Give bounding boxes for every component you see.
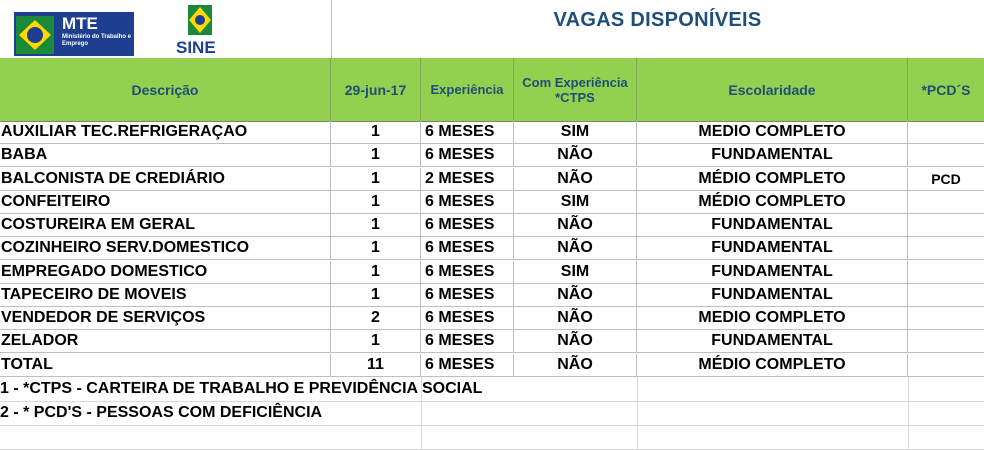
cell-experiencia: 6 MESES bbox=[421, 144, 514, 166]
cell-descricao: TOTAL bbox=[0, 354, 331, 376]
cell-descricao: CONFEITEIRO bbox=[0, 191, 331, 213]
cell-ctps: SIM bbox=[514, 121, 637, 143]
cell-quantidade: 1 bbox=[331, 121, 421, 143]
cell-ctps: NÃO bbox=[514, 168, 637, 190]
cell-pcd bbox=[908, 261, 984, 283]
header-escolaridade: Escolaridade bbox=[637, 58, 908, 121]
cell-escolaridade: FUNDAMENTAL bbox=[637, 330, 908, 352]
cell-experiencia: 6 MESES bbox=[421, 214, 514, 236]
cell-descricao: BABA bbox=[0, 144, 331, 166]
cell-quantidade: 1 bbox=[331, 214, 421, 236]
cell-escolaridade: FUNDAMENTAL bbox=[637, 237, 908, 259]
cell-descricao: EMPREGADO DOMESTICO bbox=[0, 261, 331, 283]
cell-experiencia: 6 MESES bbox=[421, 261, 514, 283]
table-row bbox=[0, 214, 984, 237]
cell-escolaridade: MÉDIO COMPLETO bbox=[637, 354, 908, 376]
cell-escolaridade: FUNDAMENTAL bbox=[637, 284, 908, 306]
cell-quantidade: 1 bbox=[331, 261, 421, 283]
cell-quantidade: 1 bbox=[331, 191, 421, 213]
cell-escolaridade: MEDIO COMPLETO bbox=[637, 121, 908, 143]
cell-pcd bbox=[908, 307, 984, 329]
cell-ctps: NÃO bbox=[514, 330, 637, 352]
cell-pcd: PCD bbox=[931, 170, 961, 187]
cell-experiencia: 6 MESES bbox=[421, 284, 514, 306]
gridline bbox=[637, 377, 638, 449]
cell-escolaridade: FUNDAMENTAL bbox=[637, 261, 908, 283]
cell-ctps: NÃO bbox=[514, 284, 637, 306]
cell-quantidade: 1 bbox=[331, 330, 421, 352]
sine-logo bbox=[174, 5, 228, 57]
cell-quantidade: 1 bbox=[331, 237, 421, 259]
cell-pcd bbox=[908, 330, 984, 352]
table-row bbox=[0, 144, 984, 167]
cell-ctps: NÃO bbox=[514, 214, 637, 236]
table-header bbox=[0, 58, 984, 122]
cell-descricao: VENDEDOR DE SERVIÇOS bbox=[0, 307, 331, 329]
cell-descricao: ZELADOR bbox=[0, 330, 331, 352]
cell-pcd bbox=[908, 191, 984, 213]
mte-logo-name: MTE bbox=[62, 14, 98, 33]
table-row bbox=[0, 168, 984, 191]
cell-escolaridade: FUNDAMENTAL bbox=[637, 214, 908, 236]
cell-quantidade: 1 bbox=[331, 144, 421, 166]
cell-ctps: SIM bbox=[514, 261, 637, 283]
table-row bbox=[0, 284, 984, 307]
table-row bbox=[0, 261, 984, 284]
table-row bbox=[0, 191, 984, 214]
gridline bbox=[421, 377, 422, 449]
cell-escolaridade: FUNDAMENTAL bbox=[637, 144, 908, 166]
table-row bbox=[0, 330, 984, 353]
cell-pcd bbox=[908, 214, 984, 236]
cell-ctps: NÃO bbox=[514, 144, 637, 166]
note-ctps: 1 - *CTPS - CARTEIRA DE TRABALHO E PREVIDÊNCIA SOCIAL bbox=[0, 380, 483, 397]
cell-experiencia: 2 MESES bbox=[421, 168, 514, 190]
cell-experiencia: 6 MESES bbox=[421, 330, 514, 352]
cell-pcd bbox=[908, 237, 984, 259]
cell-quantidade: 11 bbox=[331, 354, 421, 376]
note-row bbox=[0, 377, 984, 402]
cell-experiencia: 6 MESES bbox=[421, 354, 514, 376]
cell-pcd bbox=[908, 284, 984, 306]
note-row bbox=[0, 401, 984, 426]
total-row bbox=[0, 354, 984, 377]
title-band bbox=[0, 0, 984, 59]
gridline bbox=[908, 377, 909, 449]
note-pcd: 2 - * PCD'S - PESSOAS COM DEFICIÊNCIA bbox=[0, 404, 323, 421]
cell-escolaridade: MÉDIO COMPLETO bbox=[637, 191, 908, 213]
cell-pcd bbox=[908, 354, 984, 376]
sine-logo-name: SINE bbox=[176, 38, 216, 57]
page-title: VAGAS DISPONÍVEIS bbox=[553, 9, 762, 31]
cell-descricao: BALCONISTA DE CREDIÁRIO bbox=[0, 168, 331, 190]
cell-ctps: NÃO bbox=[514, 237, 637, 259]
table-row bbox=[0, 121, 984, 144]
cell-descricao: COSTUREIRA EM GERAL bbox=[0, 214, 331, 236]
header-com-experiencia: Com Experiência *CTPS bbox=[514, 58, 637, 121]
header-pcd: *PCD´S bbox=[921, 81, 971, 98]
cell-ctps: SIM bbox=[514, 191, 637, 213]
cell-escolaridade: MEDIO COMPLETO bbox=[637, 307, 908, 329]
mte-logo bbox=[14, 12, 134, 56]
cell-descricao: AUXILIAR TEC.REFRIGERAÇAO bbox=[0, 121, 331, 143]
cell-experiencia: 6 MESES bbox=[421, 237, 514, 259]
sine-flag-icon bbox=[174, 5, 228, 39]
cell-pcd bbox=[908, 121, 984, 143]
table-row bbox=[0, 237, 984, 260]
cell-quantidade: 1 bbox=[331, 168, 421, 190]
header-descricao: Descrição bbox=[0, 58, 331, 121]
cell-descricao: TAPECEIRO DE MOVEIS bbox=[0, 284, 331, 306]
header-date: 29-jun-17 bbox=[331, 58, 421, 121]
cell-quantidade: 2 bbox=[331, 307, 421, 329]
cell-escolaridade: MÉDIO COMPLETO bbox=[637, 168, 908, 190]
header-experiencia: Experiência bbox=[421, 58, 514, 121]
empty-row bbox=[0, 425, 984, 450]
cell-experiencia: 6 MESES bbox=[421, 307, 514, 329]
cell-ctps: NÃO bbox=[514, 307, 637, 329]
logo-cell bbox=[0, 0, 332, 58]
cell-pcd bbox=[908, 144, 984, 166]
cell-experiencia: 6 MESES bbox=[421, 121, 514, 143]
cell-ctps: NÃO bbox=[514, 354, 637, 376]
mte-logo-subtitle: Ministério do Trabalho e Emprego bbox=[62, 34, 132, 47]
table-row bbox=[0, 307, 984, 330]
cell-experiencia: 6 MESES bbox=[421, 191, 514, 213]
cell-descricao: COZINHEIRO SERV.DOMESTICO bbox=[0, 237, 331, 259]
cell-quantidade: 1 bbox=[331, 284, 421, 306]
